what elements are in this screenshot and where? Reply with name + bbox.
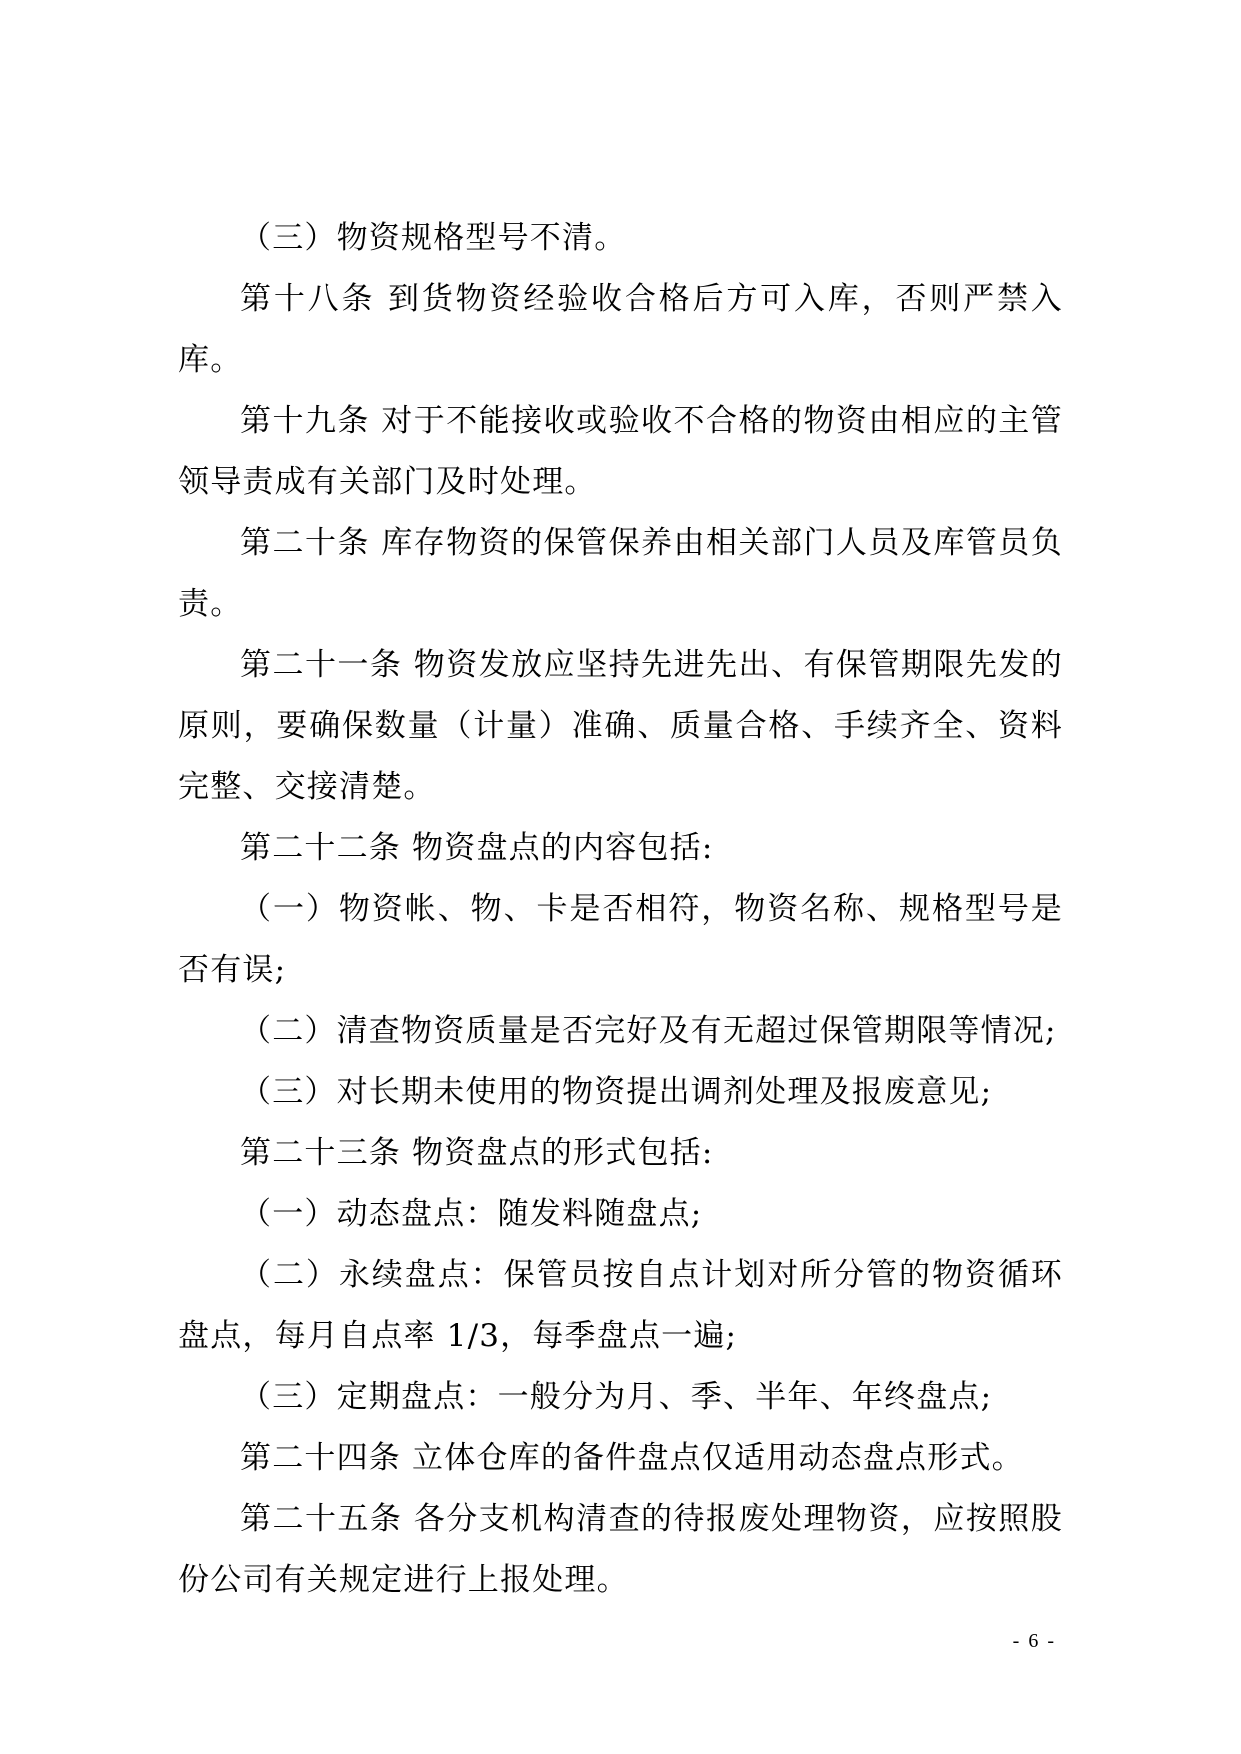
paragraph: （三）对长期未使用的物资提出调剂处理及报废意见; (240, 1074, 993, 1110)
paragraph: 第二十条 库存物资的保管保养由相关部门人员及库管员负责。 (178, 525, 1063, 622)
paragraph: 第十九条 对于不能接收或验收不合格的物资由相应的主管领导责成有关部门及时处理。 (178, 403, 1063, 500)
paragraph: （一）物资帐、物、卡是否相符，物资名称、规格型号是否有误; (178, 891, 1063, 988)
document-body (178, 208, 1063, 1611)
page-number: - 6 - (1012, 1630, 1056, 1652)
paragraph: （三）物资规格型号不清。 (240, 220, 627, 256)
paragraph: 第二十一条 物资发放应坚持先进先出、有保管期限先发的原则，要确保数量（计量）准确、质量合格、手续齐全、资料完整、交接清楚。 (178, 647, 1063, 805)
paragraph: （一）动态盘点：随发料随盘点; (240, 1196, 703, 1232)
paragraph: 第二十五条 各分支机构清查的待报废处理物资，应按照股份公司有关规定进行上报处理。 (178, 1501, 1063, 1598)
paragraph: 第二十四条 立体仓库的备件盘点仅适用动态盘点形式。 (240, 1440, 1024, 1476)
paragraph: 第二十二条 物资盘点的内容包括: (240, 830, 714, 866)
paragraph: 第十八条 到货物资经验收合格后方可入库，否则严禁入库。 (178, 281, 1063, 378)
paragraph: （三）定期盘点：一般分为月、季、半年、年终盘点; (240, 1379, 993, 1415)
paragraph: （二）永续盘点：保管员按自点计划对所分管的物资循环盘点，每月自点率 1/3，每季盘点一遍; (178, 1257, 1063, 1354)
paragraph: （二）清查物资质量是否完好及有无超过保管期限等情况; (240, 1013, 1057, 1049)
paragraph: 第二十三条 物资盘点的形式包括: (240, 1135, 714, 1171)
